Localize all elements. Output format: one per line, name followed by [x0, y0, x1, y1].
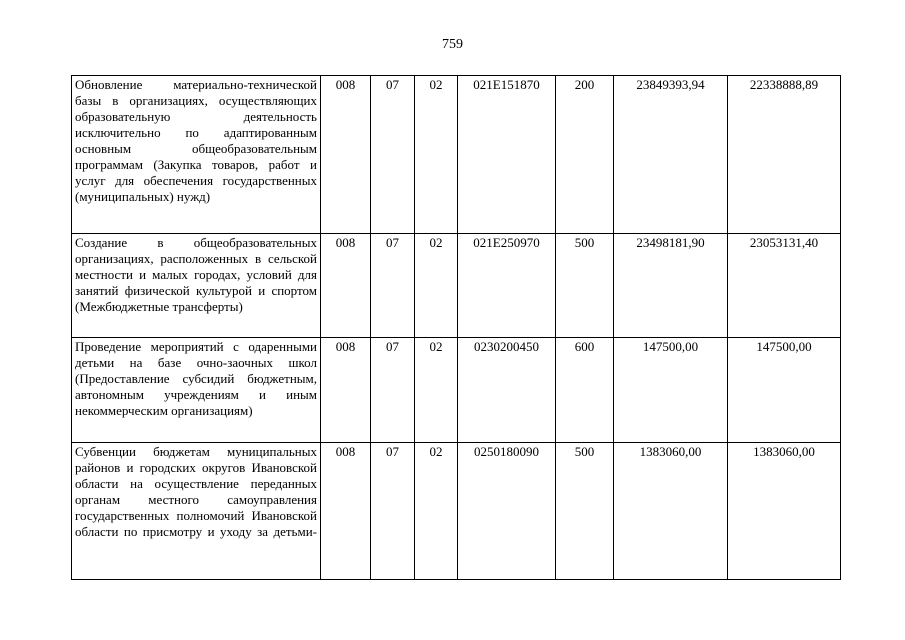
table-row [72, 234, 841, 338]
target-article-code: 0250180090 [458, 443, 556, 580]
expense-type-code: 500 [556, 234, 614, 338]
subsection-code: 02 [415, 76, 458, 234]
amount-year-2: 22338888,89 [728, 76, 841, 234]
target-article-code: 021E250970 [458, 234, 556, 338]
amount-year-2: 1383060,00 [728, 443, 841, 580]
ministry-code: 008 [321, 76, 371, 234]
subsection-code: 02 [415, 338, 458, 443]
amount-year-1: 1383060,00 [614, 443, 728, 580]
ministry-code: 008 [321, 338, 371, 443]
subsection-code: 02 [415, 443, 458, 580]
expense-type-code: 600 [556, 338, 614, 443]
ministry-code: 008 [321, 443, 371, 580]
ministry-code: 008 [321, 234, 371, 338]
expense-type-code: 500 [556, 443, 614, 580]
table-row [72, 338, 841, 443]
target-article-code: 0230200450 [458, 338, 556, 443]
subsection-code: 02 [415, 234, 458, 338]
amount-year-2: 23053131,40 [728, 234, 841, 338]
section-code: 07 [371, 76, 415, 234]
section-code: 07 [371, 234, 415, 338]
table-row [72, 443, 841, 580]
page-number: 759 [442, 37, 463, 52]
row-description: Создание в общеобразовательных организациях, расположенных в сельской местности и малых городах, условий для занятий физической культурой и спортом (Межбюджетные трансферты) [72, 234, 321, 338]
target-article-code: 021E151870 [458, 76, 556, 234]
amount-year-1: 147500,00 [614, 338, 728, 443]
budget-table [71, 75, 841, 580]
row-description: Обновление материально-технической базы в организациях, осуществляющих образовательную деятельность исключительно по адаптированным основным общеобразовательным программам (Закупка товаров, работ и услуг для обеспечения государственных (муниципальных) нужд) [72, 76, 321, 234]
row-description: Проведение мероприятий с одаренными детьми на базе очно-заочных школ (Предоставление субсидий бюджетным, автономным учреждениям и иным некоммерческим организациям) [72, 338, 321, 443]
expense-type-code: 200 [556, 76, 614, 234]
table-row [72, 76, 841, 234]
amount-year-2: 147500,00 [728, 338, 841, 443]
section-code: 07 [371, 443, 415, 580]
section-code: 07 [371, 338, 415, 443]
amount-year-1: 23498181,90 [614, 234, 728, 338]
row-description: Субвенции бюджетам муниципальных районов и городских округов Ивановской области на осуществление переданных органам местного самоуправления государственных полномочий Ивановской области по присмотру и уходу за детьми- [72, 443, 321, 580]
amount-year-1: 23849393,94 [614, 76, 728, 234]
